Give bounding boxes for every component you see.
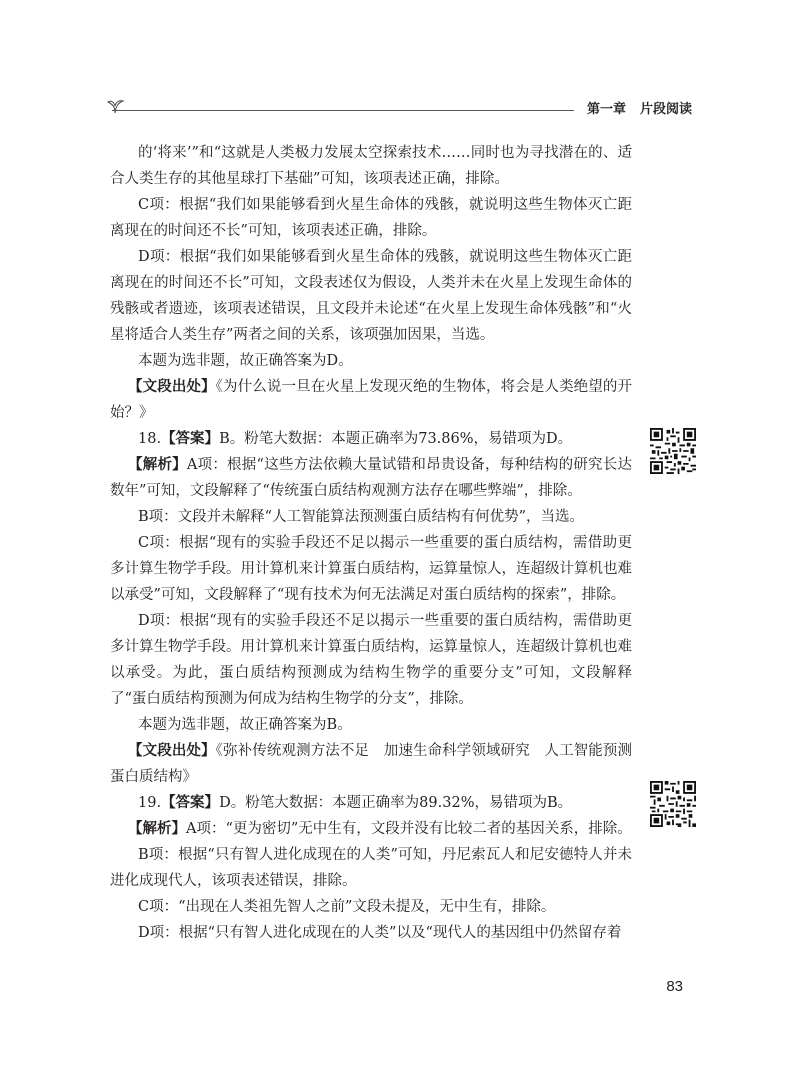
paragraph: B项：文段并未解释“人工智能算法预测蛋白质结构有何优势”，当选。 <box>138 509 584 525</box>
source-line <box>110 738 632 790</box>
analysis-text: A项：根据“这些方法依赖大量试错和昂贵设备，每种结构的研究长达数年”可知，文段解释了“传统蛋白质结构观测方法存在哪些弊端”，排除。 <box>110 457 633 499</box>
analysis-line <box>110 816 632 842</box>
leaf-icon <box>104 96 126 114</box>
source-text: 《为什么说一旦在火星上发现灭绝的生物体，将会是人类绝望的开始？》 <box>110 379 633 421</box>
analysis-tag: 【解析】 <box>128 457 187 473</box>
paragraph: C项：“出现在人类祖先智人之前”文段未提及，无中生有，排除。 <box>138 899 556 915</box>
source-tag: 【文段出处】 <box>128 743 216 759</box>
header-rule <box>112 110 574 111</box>
paragraph: 本题为选非题，故正确答案为D。 <box>138 353 353 369</box>
question-number: 18. <box>138 431 162 447</box>
answer-line <box>110 426 632 452</box>
paragraph: D项：根据“只有智人进化成现在的人类”以及“现代人的基因组中仍然留存着 <box>138 925 622 941</box>
paragraph: C项：根据“现有的实验手段还不足以揭示一些重要的蛋白质结构，需借助更多计算生物学手段。用计算机来计算蛋白质结构，运算量惊人，连超级计算机也难以承受”可知，文段解释了“现有技术为何无法满足对蛋白质结构的探索”，排除。 <box>110 535 632 603</box>
answer-text: D。粉笔大数据：本题正确率为89.32%，易错项为B。 <box>219 795 573 811</box>
answer-line <box>110 790 632 816</box>
section-label: 片段阅读 <box>639 102 692 117</box>
answer-text: B。粉笔大数据：本题正确率为73.86%，易错项为D。 <box>219 431 573 447</box>
qr-code-icon[interactable] <box>650 781 696 827</box>
qr-code-graphic <box>650 781 696 827</box>
chapter-label: 第一章 <box>586 102 626 117</box>
paragraph: C项：根据“我们如果能够看到火星生命体的残骸，就说明这些生物体灭亡距离现在的时间还不长”可知，该项表述正确，排除。 <box>110 197 632 239</box>
running-header <box>573 98 692 117</box>
qr-code-icon[interactable] <box>650 428 696 474</box>
paragraph: 的‘将来’”和“这就是人类极力发展太空探索技术……同时也为寻找潜在的、适合人类生存的其他星球打下基础”可知，该项表述正确，排除。 <box>110 145 632 187</box>
analysis-tag: 【解析】 <box>128 821 186 837</box>
analysis-text: A项：“更为密切”无中生有，文段并没有比较二者的基因关系，排除。 <box>186 821 632 837</box>
answer-tag: 【答案】 <box>161 431 220 447</box>
question-number: 19. <box>138 795 162 811</box>
qr-code-graphic <box>650 428 696 474</box>
paragraph: B项：根据“只有智人进化成现在的人类”可知，丹尼索瓦人和尼安德特人并未进化成现代人，该项表述错误，排除。 <box>110 847 632 889</box>
paragraph: D项：根据“现有的实验手段还不足以揭示一些重要的蛋白质结构，需借助更多计算生物学手段。用计算机来计算蛋白质结构，运算量惊人，连超级计算机也难以承受。为此，蛋白质结构预测成为结构生物学的重要分支”可知，文段解释了“蛋白质结构预测为何成为结构生物学的分支”，排除。 <box>110 613 632 707</box>
paragraph: D项：根据“我们如果能够看到火星生命体的残骸，就说明这些生物体灭亡距离现在的时间还不长”可知，文段表述仅为假设，人类并未在火星上发现生命体的残骸或者遗迹，该项表述错误，且文段并未论述“在火星上发现生命体残骸”和“火星将适合人类生存”两者之间的关系，该项强加因果，当选。 <box>110 249 632 343</box>
source-text: 《弥补传统观测方法不足 加速生命科学领域研究 人工智能预测蛋白质结构》 <box>110 743 633 785</box>
source-line <box>110 374 632 426</box>
analysis-line <box>110 452 632 504</box>
answer-tag: 【答案】 <box>161 795 220 811</box>
paragraph: 本题为选非题，故正确答案为B。 <box>138 717 352 733</box>
page-body <box>110 140 632 946</box>
page-number: 83 <box>666 978 683 995</box>
source-tag: 【文段出处】 <box>128 379 216 395</box>
